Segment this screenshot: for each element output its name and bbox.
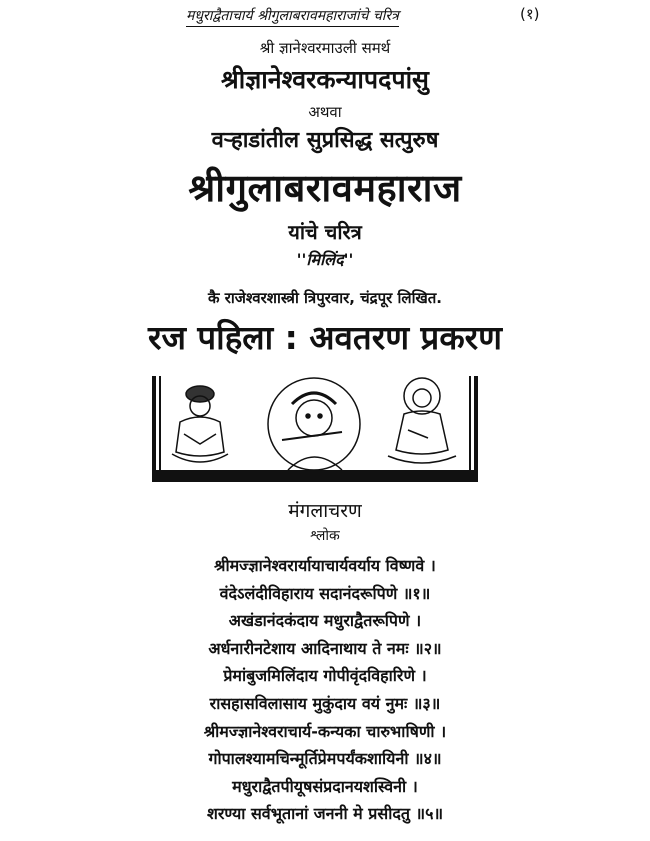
verse-line: अखंडानंदकंदाय मधुराद्वैतरूपिणे । bbox=[228, 611, 422, 631]
right-pillar bbox=[474, 376, 478, 480]
page-number: (१) bbox=[520, 5, 540, 23]
verse-list bbox=[0, 552, 650, 828]
verse-line: प्रेमांबुजमिलिंदाय गोपीवृंदविहारिणे । bbox=[223, 666, 427, 686]
krishna-medallion bbox=[268, 378, 360, 470]
seated-saint-right-figure bbox=[388, 378, 456, 463]
shloka-label: श्लोक bbox=[310, 528, 340, 544]
verse-line: मधुराद्वैतपीयूषसंप्रदानयशस्विनी । bbox=[232, 776, 418, 796]
charitra-label: यांचे चरित्र bbox=[288, 220, 362, 244]
verse-line: अर्धनारीनटेशाय आदिनाथाय ते नमः ॥२॥ bbox=[208, 638, 442, 658]
invocation: श्री ज्ञानेश्वरमाउली समर्थ bbox=[259, 39, 391, 57]
illustration-banner bbox=[152, 374, 478, 482]
verse-line: वंदेऽलंदीविहाराय स दानंदरूपिणे ॥१॥ bbox=[219, 583, 431, 603]
left-pillar bbox=[152, 376, 156, 480]
chapter-heading: रज पहिला : अवतरण प्रकरण bbox=[147, 318, 503, 357]
verse-line: गोपालश्यामचिन्मूर्तिप्रेमपर्यंकशायिनी ॥४॥ bbox=[208, 749, 442, 769]
author-line: कै राजेश्वरशास्त्री त्रिपुरवार, चंद्रपूर लिखित. bbox=[208, 289, 442, 307]
main-title: श्रीज्ञानेश्वरकन्यापदपांसु bbox=[221, 65, 429, 94]
mangalacharan-heading: मंगलाचरण bbox=[288, 500, 362, 522]
verse-line: श्रीमज्ज्ञानेश्वराचार्य-कन्यका चारुभाषिणी । bbox=[203, 721, 447, 741]
running-header: मधुराद्वैताचार्य श्रीगुलाबरावमहाराजांचे चरित्र bbox=[186, 6, 399, 27]
verse-line: रासहासविलासाय मुकुंदाय वयं नुमः ॥३॥ bbox=[209, 693, 441, 713]
base-bar bbox=[152, 470, 478, 482]
pen-name: ''मिलिंद'' bbox=[296, 250, 354, 269]
seated-saint-left-figure bbox=[172, 386, 228, 462]
subtitle: वऱ्हाडांतील सुप्रसिद्ध सत्पुरुष bbox=[211, 128, 439, 153]
verse-line: शरण्या सर्वभूतानां जननी मे प्रसीदतु ॥५॥ bbox=[206, 804, 444, 824]
verse-line: श्रीमज्ज्ञानेश्वरार्यायाचार्यवर्याय विष्णवे । bbox=[214, 556, 436, 575]
saint-name: श्रीगुलाबरावमहाराज bbox=[188, 166, 462, 210]
or-text: अथवा bbox=[308, 103, 342, 121]
